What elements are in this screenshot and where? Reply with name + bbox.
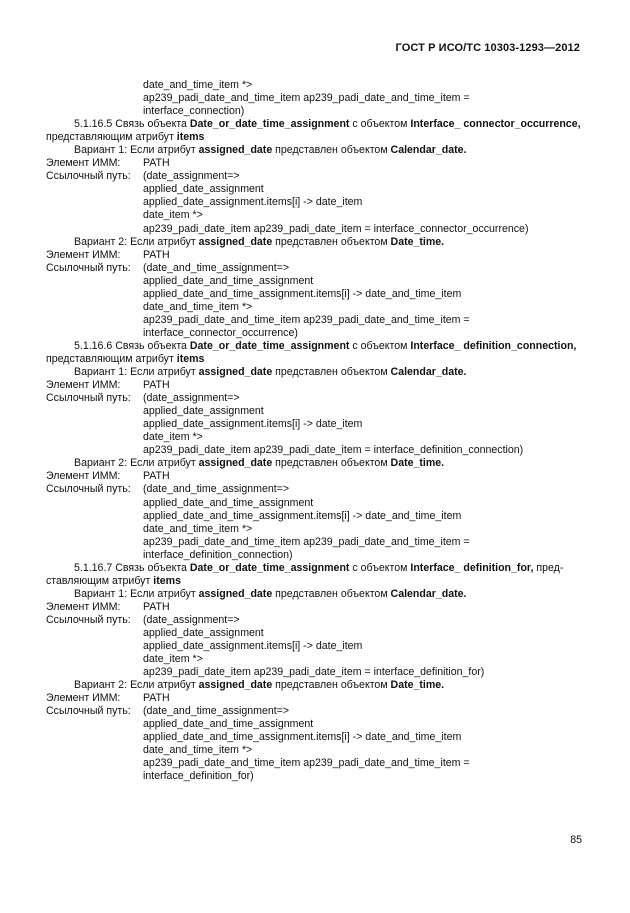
code-line: ap239_padi_date_and_time_item ap239_padi_date_and_time_item = — [143, 313, 470, 326]
code-line: date_item *> — [143, 653, 203, 666]
code-line: date_and_time_item *> — [143, 522, 253, 535]
reference-path-row: Ссылочный путь: (date_and_time_assignment=> — [46, 705, 290, 718]
code-line: date_and_time_item *> — [143, 300, 253, 313]
variant-2-line: Вариант 2: Если атрибут assigned_date представлен объектом Date_time. — [74, 457, 445, 470]
code-line: interface_connector_occurrence) — [143, 326, 298, 339]
code-line: date_and_time_item *> — [143, 79, 253, 91]
code-line: date_and_time_item *> — [143, 744, 253, 757]
code-line: date_item *> — [143, 431, 203, 444]
reference-path-row: Ссылочный путь: (date_assignment=> — [46, 392, 240, 405]
imm-element-row: Элемент ИММ: PATH — [46, 600, 170, 613]
section-heading-continuation: представляющим атрибут items — [46, 352, 205, 365]
variant-2-line: Вариант 2: Если атрибут assigned_date представлен объектом Date_time. — [74, 679, 445, 692]
code-line: applied_date_and_time_assignment — [143, 274, 314, 287]
reference-path-row: Ссылочный путь: (date_assignment=> — [46, 170, 240, 183]
code-line: ap239_padi_date_and_time_item ap239_padi_date_and_time_item = — [143, 535, 470, 548]
code-line: applied_date_assignment — [143, 183, 264, 196]
variant-1-line: Вариант 1: Если атрибут assigned_date представлен объектом Calendar_date. — [74, 587, 467, 600]
section-heading-5-1-16-7: 5.1.16.7 Связь объекта Date_or_date_time_assignment с объектом Interface_ definition_for, пред- — [74, 561, 564, 574]
section-heading-continuation: ставляющим атрибут items — [46, 574, 181, 587]
code-line: ap239_padi_date_item ap239_padi_date_item = interface_definition_connection) — [143, 444, 524, 457]
imm-element-row: Элемент ИММ: PATH — [46, 157, 170, 170]
section-heading-5-1-16-5: 5.1.16.5 Связь объекта Date_or_date_time_assignment с объектом Interface_ connector_occurrence, — [74, 118, 581, 131]
imm-element-row: Элемент ИММ: PATH — [46, 470, 170, 483]
code-line: applied_date_assignment.items[i] -> date_item — [143, 418, 363, 431]
code-line: applied_date_and_time_assignment — [143, 718, 314, 731]
imm-element-row: Элемент ИММ: PATH — [46, 248, 170, 261]
code-line: applied_date_and_time_assignment — [143, 496, 314, 509]
code-line: ap239_padi_date_item ap239_padi_date_item = interface_connector_occurrence) — [143, 222, 529, 235]
code-line: date_item *> — [143, 209, 203, 222]
variant-1-line: Вариант 1: Если атрибут assigned_date представлен объектом Calendar_date. — [74, 144, 467, 157]
variant-2-line: Вариант 2: Если атрибут assigned_date представлен объектом Date_time. — [74, 235, 445, 248]
code-line: applied_date_assignment.items[i] -> date_item — [143, 196, 363, 209]
code-line: interface_definition_connection) — [143, 548, 293, 561]
code-line: interface_definition_for) — [143, 770, 254, 783]
imm-element-row: Элемент ИММ: PATH — [46, 379, 170, 392]
code-line: applied_date_assignment — [143, 405, 264, 418]
reference-path-row: Ссылочный путь: (date_and_time_assignment=> — [46, 483, 290, 496]
code-line: ap239_padi_date_item ap239_padi_date_item = interface_definition_for) — [143, 666, 485, 679]
variant-1-line: Вариант 1: Если атрибут assigned_date представлен объектом Calendar_date. — [74, 366, 467, 379]
code-line: ap239_padi_date_and_time_item ap239_padi_date_and_time_item = — [143, 92, 470, 105]
code-line: ap239_padi_date_and_time_item ap239_padi_date_and_time_item = — [143, 757, 470, 770]
document-body — [46, 79, 588, 784]
document-header: ГОСТ Р ИСО/ТС 10303-1293—2012 — [395, 42, 580, 54]
code-line: applied_date_and_time_assignment.items[i] -> date_and_time_item — [143, 287, 462, 300]
code-line: applied_date_assignment — [143, 626, 264, 639]
section-heading-5-1-16-6: 5.1.16.6 Связь объекта Date_or_date_time_assignment с объектом Interface_ definition_connection, — [74, 339, 577, 352]
reference-path-row: Ссылочный путь: (date_and_time_assignment=> — [46, 261, 290, 274]
page-number: 85 — [570, 834, 582, 846]
code-line: applied_date_and_time_assignment.items[i] -> date_and_time_item — [143, 509, 462, 522]
code-line: interface_connection) — [143, 105, 245, 118]
code-line: applied_date_and_time_assignment.items[i] -> date_and_time_item — [143, 731, 462, 744]
section-heading-continuation: представляющим атрибут items — [46, 131, 205, 144]
code-line: applied_date_assignment.items[i] -> date_item — [143, 640, 363, 653]
reference-path-row: Ссылочный путь: (date_assignment=> — [46, 613, 240, 626]
imm-element-row: Элемент ИММ: PATH — [46, 692, 170, 705]
